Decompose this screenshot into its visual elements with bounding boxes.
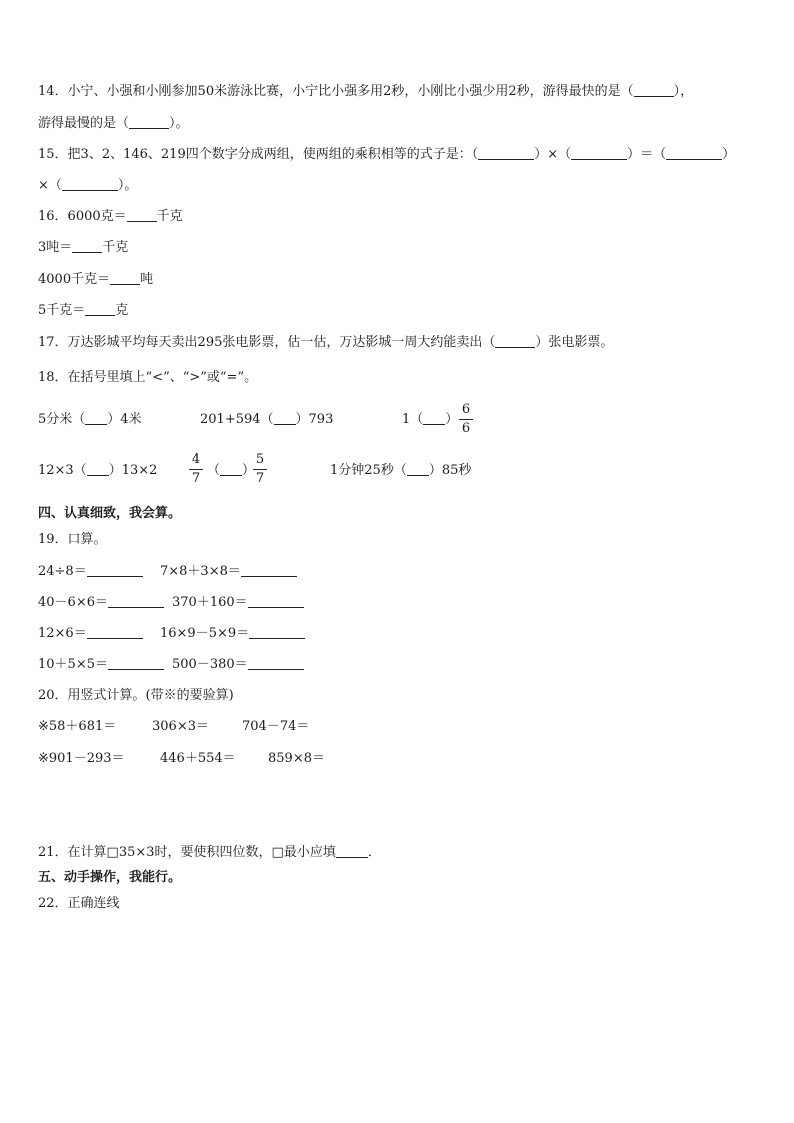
q19-r2a — [38, 624, 143, 644]
q15-blank-1[interactable] — [478, 145, 534, 160]
q16-b-left: 3吨＝ — [38, 240, 73, 255]
q15-blank-4[interactable] — [62, 176, 118, 191]
q19-answer-blank[interactable] — [248, 593, 304, 608]
q14-text: 14．小宁、小强和小刚参加50米游泳比赛，小宁比小强多用2秒，小刚比小强少用2秒，游得最快的是（ — [38, 84, 634, 99]
q16-c-blank[interactable] — [110, 270, 140, 285]
q19-r0a — [38, 562, 143, 582]
q15-line2-start: ×（ — [38, 178, 62, 193]
q19-answer-blank[interactable] — [108, 593, 164, 608]
q16-a-blank[interactable] — [127, 207, 157, 222]
q18-r2c3-a: 1分钟25秒（ — [330, 463, 407, 478]
q18-r1c1-blank[interactable] — [85, 410, 107, 425]
q14-line1 — [38, 82, 693, 102]
q18-r2c3 — [330, 461, 471, 481]
fraction-denominator: 7 — [255, 471, 265, 486]
q19-expr: 370＋160＝ — [172, 595, 248, 610]
q18-r1c2 — [200, 410, 333, 430]
q18-title: 18．在括号里填上“<”、“>”或“=”。 — [38, 370, 258, 385]
q14-fastest-blank[interactable] — [634, 82, 674, 97]
q19-answer-blank[interactable] — [249, 624, 305, 639]
q18-r1c1-b: ）4米 — [107, 412, 142, 427]
q16-a-right: 千克 — [156, 209, 183, 224]
q19-answer-blank[interactable] — [241, 562, 297, 577]
q20-r1-item: 704－74＝ — [242, 719, 310, 734]
q21-blank[interactable] — [336, 843, 368, 858]
q18-r2c2 — [207, 461, 255, 481]
q18-r1c3-fraction — [459, 402, 473, 437]
q16-a-left: 16．6000克＝ — [38, 209, 127, 224]
q19-r1a — [38, 593, 164, 613]
section-5-title: 五、动手操作，我能行。 — [38, 870, 182, 885]
q20-r1-item: 306×3＝ — [152, 719, 209, 734]
q14-text2-end: ）。 — [169, 116, 189, 131]
q19-answer-blank[interactable] — [108, 655, 164, 670]
q18-r1c2-blank[interactable] — [274, 410, 296, 425]
q15-close: ） — [722, 147, 736, 162]
q19-expr: 24÷8＝ — [38, 564, 87, 579]
q20-r2-item: 446＋554＝ — [160, 751, 236, 766]
q14-line2 — [38, 114, 189, 134]
q19-expr: 7×8＋3×8＝ — [160, 564, 241, 579]
q18-r1c3-b: ） — [445, 412, 459, 427]
q20-r2-item: 859×8＝ — [268, 751, 325, 766]
q20-r1-item: ※58＋681＝ — [38, 719, 117, 734]
q19-answer-blank[interactable] — [87, 624, 143, 639]
q18-r2c3-blank[interactable] — [407, 461, 429, 476]
fraction-bar — [459, 419, 473, 420]
q20-title: 20．用竖式计算。(带※的要验算) — [38, 688, 234, 703]
q19-expr: 16×9－5×9＝ — [160, 626, 250, 641]
q17-line — [38, 333, 613, 353]
q18-r2c2-fraction2 — [253, 452, 267, 487]
q18-r2c3-b: ）85秒 — [428, 463, 472, 478]
q18-r2c1 — [38, 461, 157, 481]
q14-slowest-blank[interactable] — [129, 114, 169, 129]
q16-d-blank[interactable] — [85, 301, 115, 316]
q16-c-left: 4000千克＝ — [38, 272, 111, 287]
q19-expr: 12×6＝ — [38, 626, 87, 641]
q18-r2c1-blank[interactable] — [87, 461, 109, 476]
q19-expr: 40－6×6＝ — [38, 595, 108, 610]
q18-r2c2-a: （ — [207, 463, 221, 478]
q17-end: ）张电影票。 — [535, 335, 614, 350]
q18-r1c1 — [38, 410, 142, 430]
fraction-numerator: 5 — [255, 452, 265, 467]
q18-r2c2-b: ） — [242, 463, 256, 478]
q19-r2b — [160, 624, 305, 644]
q15-line1 — [38, 145, 735, 165]
q15-line2 — [38, 176, 137, 196]
q19-r1b — [172, 593, 304, 613]
q19-expr: 10＋5×5＝ — [38, 657, 108, 672]
q16-c — [38, 270, 153, 290]
q22-title: 22．正确连线 — [38, 896, 120, 911]
q18-r2c2-fraction1 — [189, 452, 203, 487]
q16-b-right: 千克 — [102, 240, 129, 255]
q18-r1c2-b: ）793 — [295, 412, 334, 427]
q15-times: ）×（ — [534, 147, 572, 162]
q16-b — [38, 238, 128, 258]
q19-r0b — [160, 562, 297, 582]
q18-r2c1-a: 12×3（ — [38, 463, 87, 478]
q19-answer-blank[interactable] — [87, 562, 143, 577]
q14-text-end: ）， — [673, 84, 694, 99]
q15-line2-end: ）。 — [117, 178, 138, 193]
q19-answer-blank[interactable] — [248, 655, 304, 670]
q19-r3b — [172, 655, 304, 675]
q19-r3a — [38, 655, 164, 675]
q21-line — [38, 843, 381, 863]
q16-c-right: 吨 — [140, 272, 154, 287]
fraction-bar — [253, 469, 267, 470]
q18-r1c3-blank[interactable] — [423, 410, 445, 425]
q15-text: 15．把3、2、146、219四个数字分成两组，使两组的乘积相等的式子是：（ — [38, 147, 479, 162]
q16-b-blank[interactable] — [72, 238, 102, 253]
q14-text2: 游得最慢的是（ — [38, 116, 130, 131]
q15-eq: ）＝（ — [627, 147, 667, 162]
q15-blank-2[interactable] — [571, 145, 627, 160]
q16-d — [38, 301, 128, 321]
fraction-denominator: 7 — [191, 471, 201, 486]
q18-r1c3-a: 1（ — [402, 412, 424, 427]
q16-d-right: 克 — [115, 303, 129, 318]
q17-blank[interactable] — [495, 333, 535, 348]
q19-title: 19．口算。 — [38, 532, 107, 547]
fraction-numerator: 6 — [461, 402, 471, 417]
q18-r2c1-b: ）13×2 — [108, 463, 158, 478]
q16-a — [38, 207, 183, 227]
q19-expr: 500－380＝ — [172, 657, 248, 672]
q17-text: 17．万达影城平均每天卖出295张电影票，估一估，万达影城一周大约能卖出（ — [38, 335, 496, 350]
fraction-bar — [189, 469, 203, 470]
q21-text: 21．在计算□35×3时，要使积四位数，□最小应填 — [38, 845, 336, 860]
fraction-numerator: 4 — [191, 452, 201, 467]
q18-r1c3 — [402, 410, 458, 430]
section-4-title: 四、认真细致，我会算。 — [38, 506, 182, 521]
q21-end: ． — [367, 845, 381, 860]
q18-r1c2-a: 201+594（ — [200, 412, 274, 427]
q20-r2-item: ※901－293＝ — [38, 751, 125, 766]
fraction-denominator: 6 — [461, 421, 471, 436]
q18-r1c1-a: 5分米（ — [38, 412, 86, 427]
q16-d-left: 5千克＝ — [38, 303, 86, 318]
q15-blank-3[interactable] — [666, 145, 722, 160]
q18-r2c2-blank[interactable] — [220, 461, 242, 476]
